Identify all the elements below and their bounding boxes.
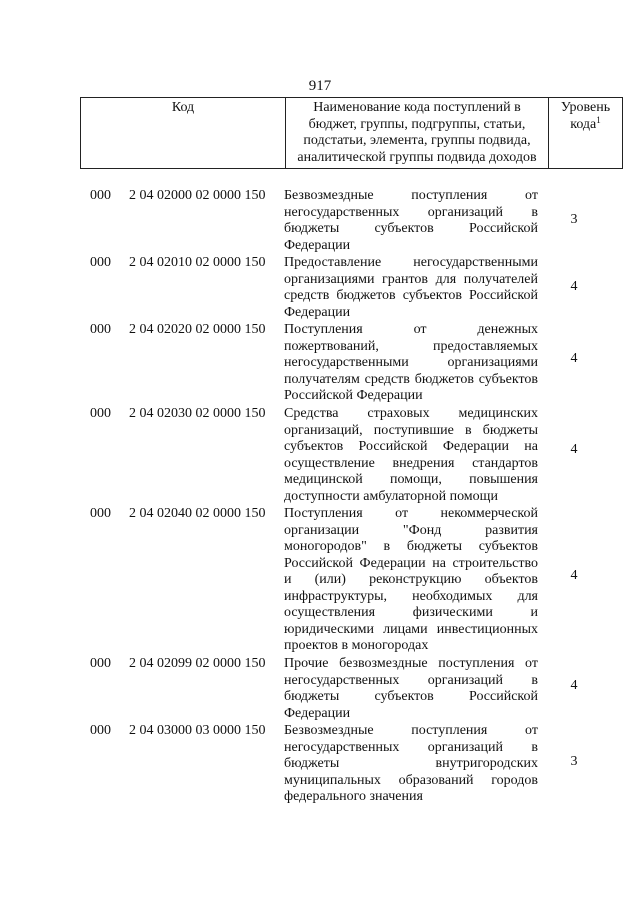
row-name: Прочие безвозмездные поступления от негосударственных организаций в бюджеты субъектов Российской Федерации [284,656,538,721]
row-name: Поступления от некоммерческой организации "Фонд развития моногородов" в бюджеты субъектов Российской Федерации на строительство и (или) реконструкцию объектов инфраструктуры, необходимых для осуществления физическими и юридическими лицами инвестиционных проектов в моногородах [284,506,538,653]
page-number: 917 [308,78,332,94]
table-header [80,97,623,169]
header-level-footnote: 1 [596,114,601,125]
code-list [0,188,640,807]
row-code: 2 04 02099 02 0000 150 [129,656,266,671]
row-admin-code: 000 [90,723,111,738]
row-name: Средства страховых медицинских организаций, поступившие в бюджеты субъектов Российской Федерации на осуществление внедрения стандартов медицинской помощи, повышения доступности амбулаторной помощи [284,406,538,504]
header-name: Наименование кода поступлений в бюджет, группы, подгруппы, статьи, подстатьи, элемента, группы подвида, аналитической группы подвида доходов [286,98,549,169]
row-admin-code: 000 [90,506,111,521]
row-code: 2 04 03000 03 0000 150 [129,723,266,738]
header-code: Код [81,98,286,169]
row-admin-code: 000 [90,322,111,337]
row-code: 2 04 02000 02 0000 150 [129,188,266,203]
header-level-label: Уровень кода [560,100,611,132]
row-level: 4 [570,351,578,366]
header-level [549,98,623,169]
row-name: Предоставление негосударственными организациями грантов для получателей средств бюджетов субъектов Российской Федерации [284,255,538,320]
table-row [0,255,640,322]
row-name: Безвозмездные поступления от негосударственных организаций в бюджеты внутригородских муниципальных образований городов федерального значения [284,723,538,804]
row-level: 4 [570,568,578,583]
row-admin-code: 000 [90,406,111,421]
row-code: 2 04 02020 02 0000 150 [129,322,266,337]
table-row [0,322,640,406]
table-row [0,656,640,723]
row-admin-code: 000 [90,188,111,203]
table-row [0,723,640,807]
row-level: 4 [570,279,578,294]
row-admin-code: 000 [90,255,111,270]
row-name: Безвозмездные поступления от негосударственных организаций в бюджеты субъектов Российской Федерации [284,188,538,253]
row-code: 2 04 02040 02 0000 150 [129,506,266,521]
row-level: 3 [570,212,578,227]
row-name: Поступления от денежных пожертвований, предоставляемых негосударственными организациями получателям средств бюджетов субъектов Российской Федерации [284,322,538,403]
row-code: 2 04 02030 02 0000 150 [129,406,266,421]
row-level: 4 [570,678,578,693]
row-admin-code: 000 [90,656,111,671]
table-row [0,406,640,506]
row-level: 4 [570,442,578,457]
row-code: 2 04 02010 02 0000 150 [129,255,266,270]
table-row [0,188,640,255]
table-row [0,506,640,656]
row-level: 3 [570,754,578,769]
